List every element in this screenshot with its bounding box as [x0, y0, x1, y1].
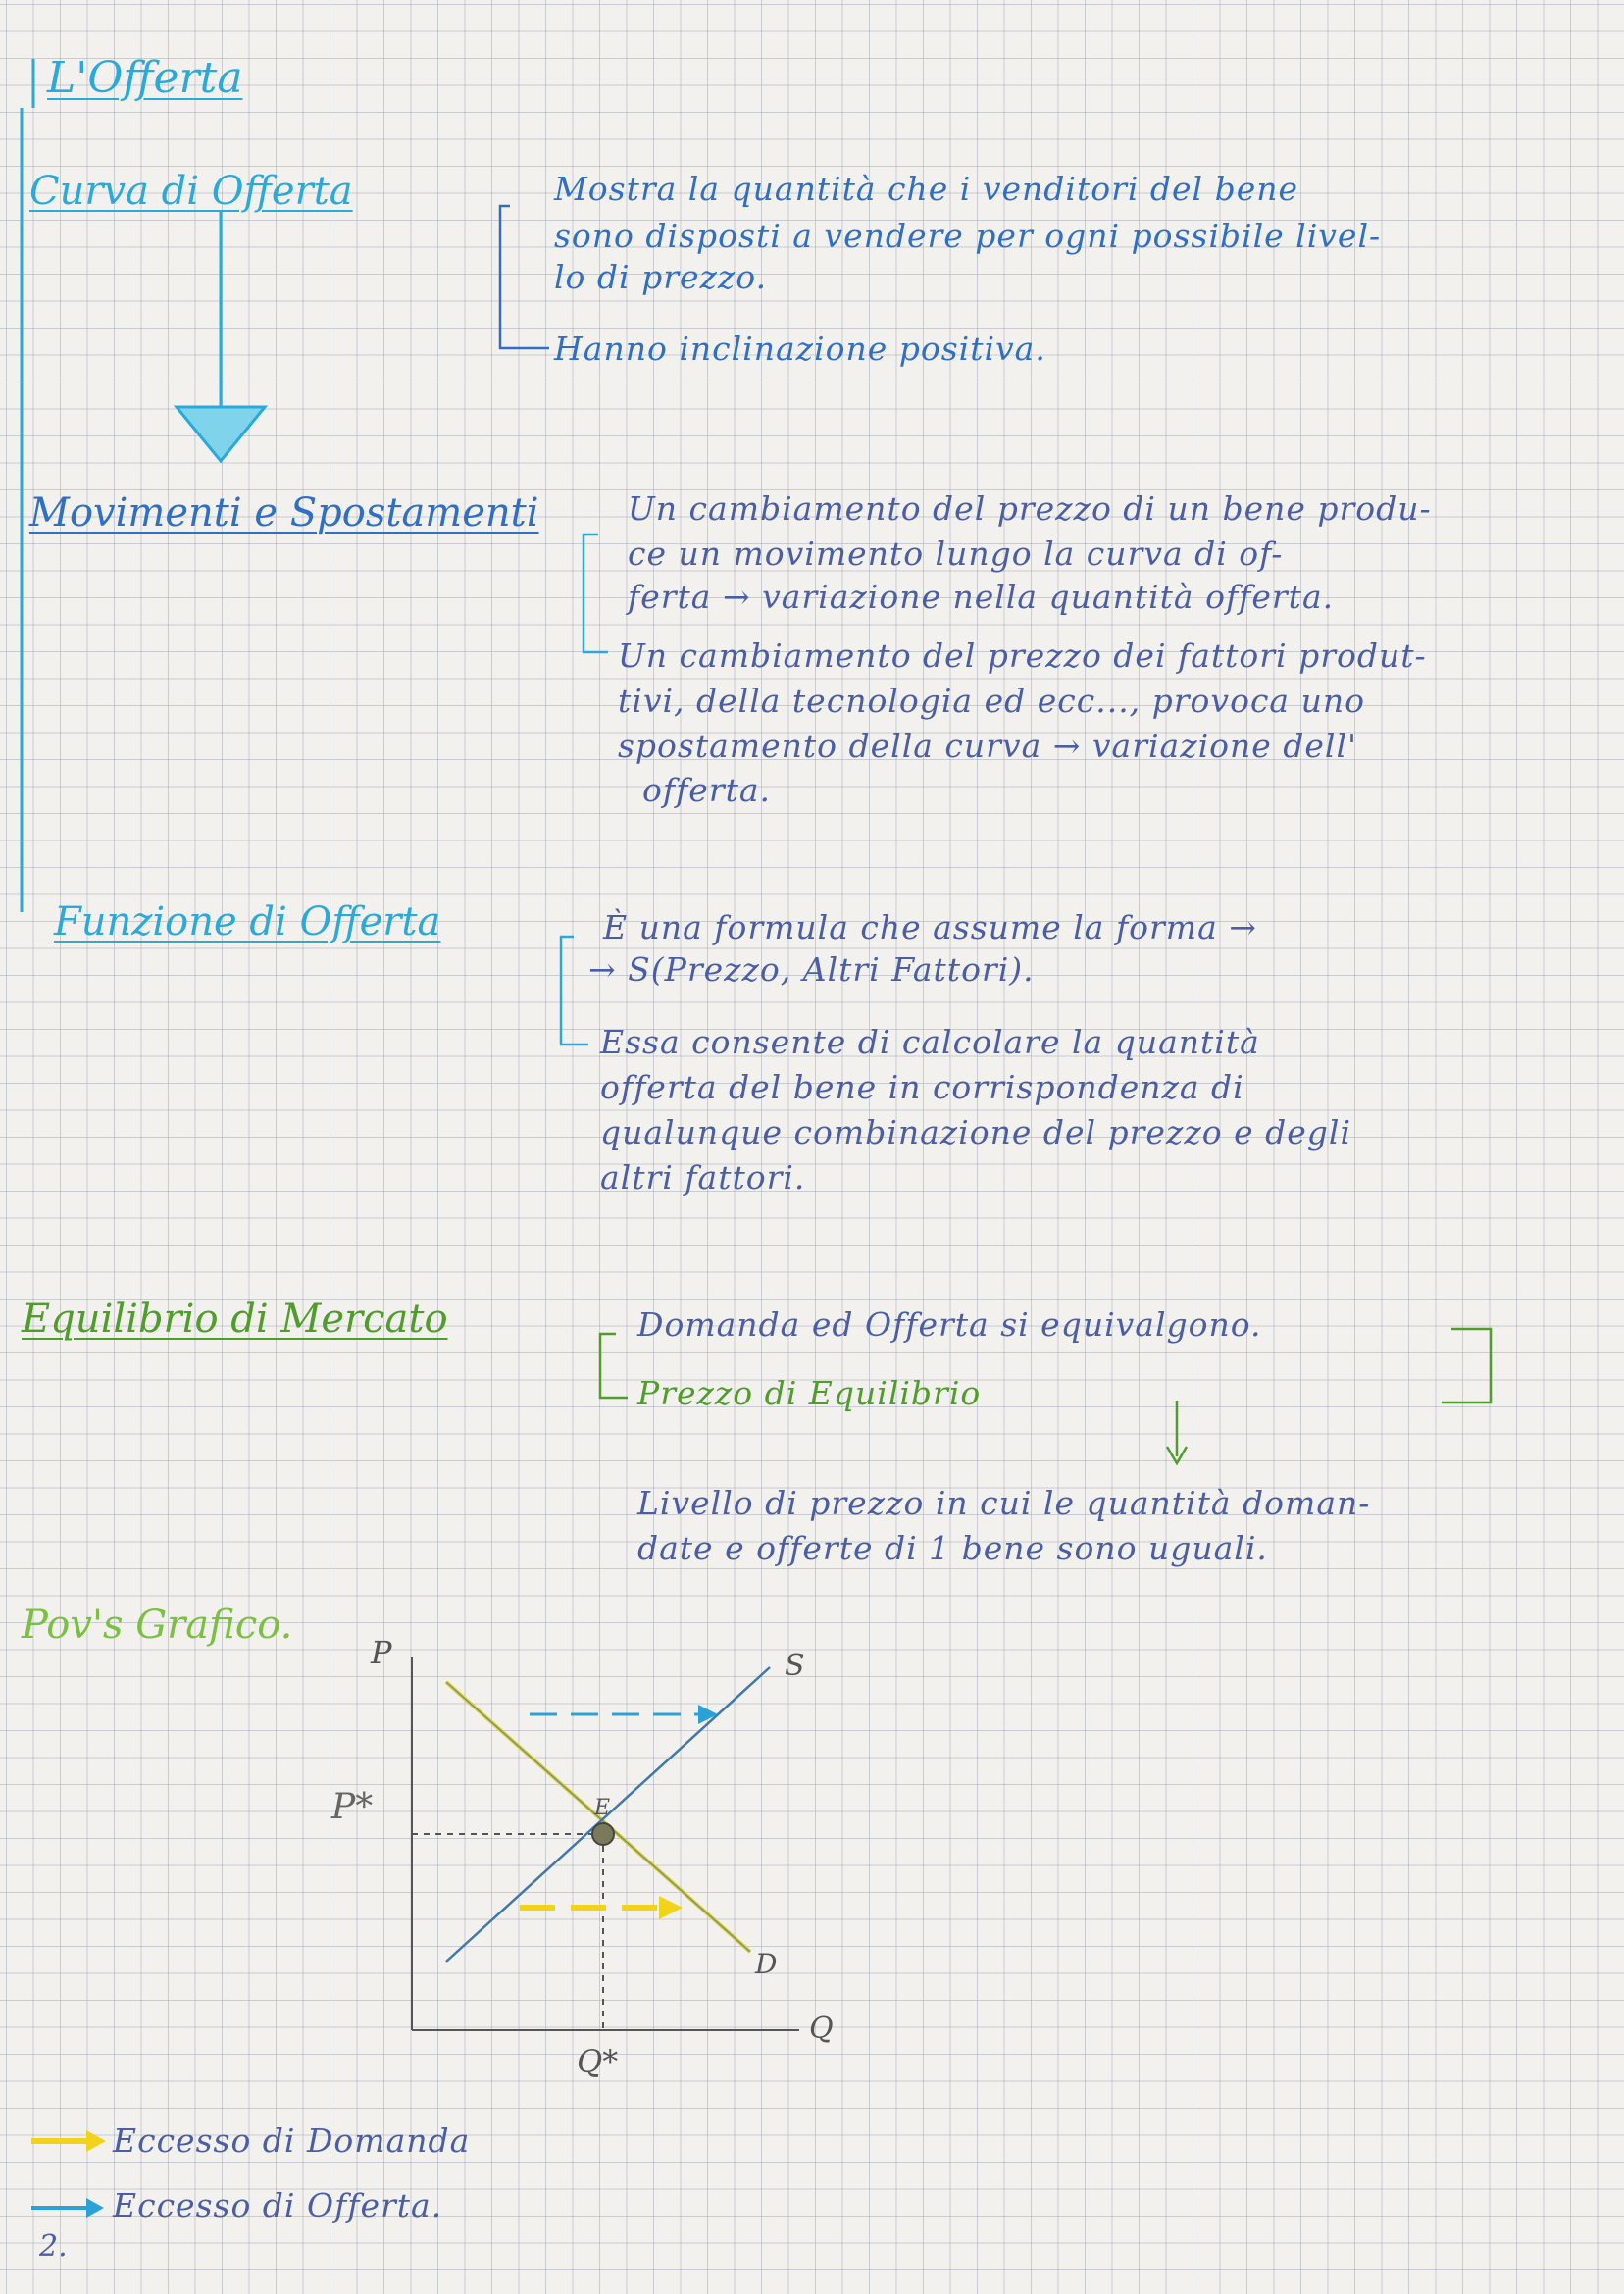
equilibrio-item-2: Prezzo di Equilibrio: [637, 1374, 982, 1412]
legend-excess-demand: Eccesso di Domanda: [113, 2121, 471, 2160]
movimenti-item-2-line-1: Un cambiamento del prezzo dei fattori produt-: [618, 637, 1427, 675]
bracket-curva: [500, 206, 549, 348]
bracket-funzione: [561, 937, 588, 1045]
equilibrio-item-1: Domanda ed Offerta si equivalgono.: [637, 1305, 1262, 1344]
heading-funzione: Funzione di Offerta: [54, 899, 441, 944]
movimenti-item-2-line-2: tivi, della tecnologia ed ecc..., provoca uno: [618, 682, 1365, 720]
bracket-equilibrio-right: [1442, 1329, 1491, 1402]
heading-movimenti: Movimenti e Spostamenti: [29, 490, 539, 535]
movimenti-item-1-line-2: ce un movimento lungo la curva di of-: [628, 535, 1284, 573]
bracket-movimenti: [584, 535, 608, 652]
excess-supply-arrowhead: [698, 1705, 718, 1724]
funzione-item-2-line-1: Essa consente di calcolare la quantità: [600, 1023, 1260, 1061]
equilibrio-definition-line-1: Livello di prezzo in cui le quantità doman-: [637, 1484, 1371, 1522]
q-axis-label: Q: [809, 2012, 834, 2046]
q-star-label: Q*: [577, 2043, 619, 2080]
movimenti-item-2-line-3: spostamento della curva → variazione dell': [618, 727, 1358, 765]
p-star-label: P*: [331, 1787, 374, 1827]
excess-demand-arrowhead: [659, 1896, 683, 1919]
equilibrium-point: [592, 1823, 614, 1845]
heading-curva: Curva di Offerta: [29, 169, 353, 214]
funzione-item-2-line-3: qualunque combinazione del prezzo e degli: [600, 1113, 1352, 1151]
p-axis-label: P: [371, 1634, 392, 1671]
movimenti-item-2-line-4: offerta.: [642, 771, 772, 809]
heading-equilibrio: Equilibrio di Mercato: [22, 1297, 448, 1342]
page-title: L'Offerta: [47, 53, 243, 103]
funzione-item-1-line-2: → S(Prezzo, Altri Fattori).: [588, 950, 1035, 989]
page-number: 2.: [39, 2229, 68, 2264]
legend-blue-arrowhead: [86, 2198, 104, 2218]
supply-label: S: [785, 1649, 805, 1683]
bracket-equilibrio: [600, 1334, 628, 1398]
down-triangle-icon: [177, 407, 265, 461]
legend-excess-supply: Eccesso di Offerta.: [113, 2186, 443, 2224]
movimenti-item-1-line-1: Un cambiamento del prezzo di un bene produ-: [628, 489, 1432, 528]
movimenti-item-1-line-3: ferta → variazione nella quantità offerta.: [628, 578, 1335, 616]
supply-demand-graph: [412, 1657, 799, 2030]
graph-heading: Pov's Grafico.: [22, 1603, 293, 1648]
funzione-item-2-line-4: altri fattori.: [600, 1158, 806, 1197]
equilibrio-definition-line-2: date e offerte di 1 bene sono uguali.: [637, 1529, 1268, 1567]
equilibrium-label: E: [594, 1796, 611, 1820]
legend-yellow-arrowhead: [86, 2130, 106, 2152]
funzione-item-2-line-2: offerta del bene in corrispondenza di: [600, 1068, 1244, 1106]
funzione-item-1-line-1: È una formula che assume la forma →: [603, 908, 1257, 946]
demand-label: D: [755, 1948, 778, 1980]
curva-item-1-line-3: lo di prezzo.: [554, 258, 768, 296]
curva-item-2-line-1: Hanno inclinazione positiva.: [554, 330, 1046, 368]
curva-item-1-line-1: Mostra la quantità che i venditori del bene: [554, 170, 1299, 208]
curva-item-1-line-2: sono disposti a vendere per ogni possibile livel-: [554, 217, 1382, 255]
